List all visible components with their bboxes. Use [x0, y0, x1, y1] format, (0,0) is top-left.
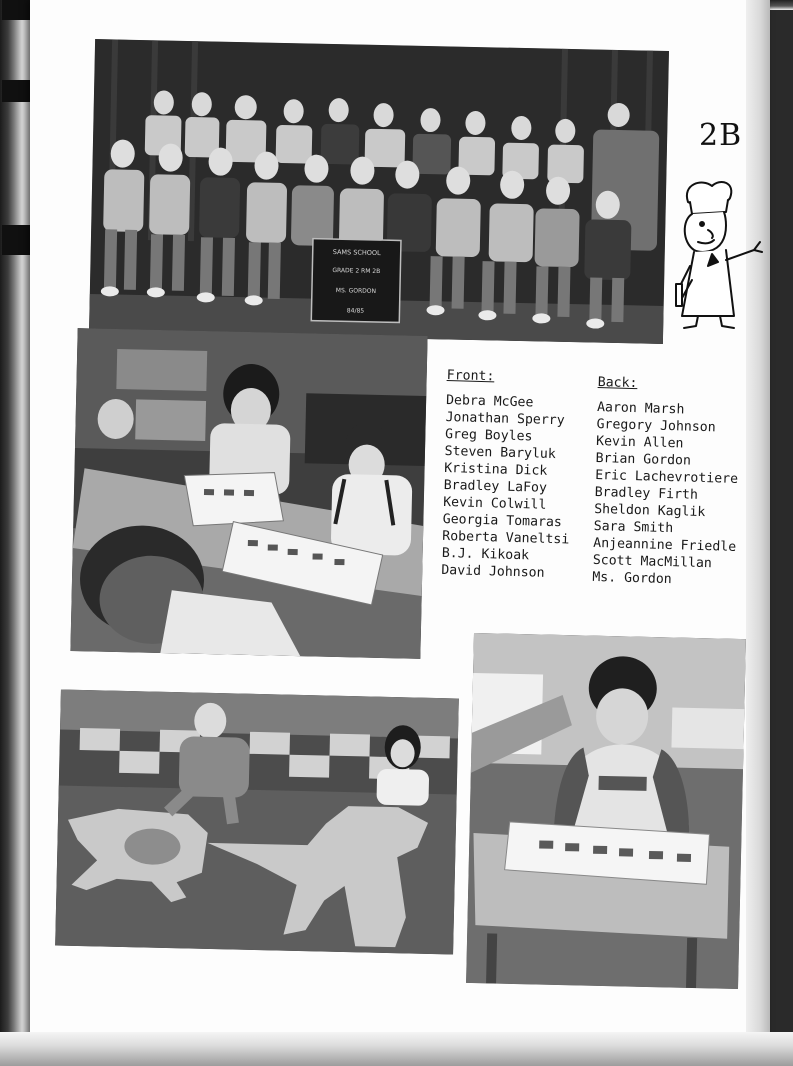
- back-name: Sheldon Kaglik: [594, 501, 706, 521]
- back-name: Bradley Firth: [594, 484, 699, 503]
- front-name: Steven Baryluk: [444, 443, 556, 463]
- classroom-coloring-photo: [70, 328, 427, 659]
- front-name: Kristina Dick: [443, 460, 548, 479]
- front-name: Bradley LaFoy: [443, 477, 548, 496]
- front-heading: Front:: [446, 367, 495, 385]
- back-name: Scott MacMillan: [592, 552, 713, 572]
- class-sign: [311, 239, 401, 323]
- back-name: Anjeannine Friedle: [593, 535, 737, 555]
- front-name: Kevin Colwill: [443, 494, 547, 513]
- scanner-bottom-edge: [0, 1032, 793, 1066]
- chef-cartoon-icon: [668, 176, 774, 332]
- front-name: Debra McGee: [445, 392, 534, 411]
- front-name: Greg Boyles: [444, 426, 533, 445]
- back-name: Gregory Johnson: [596, 416, 716, 436]
- back-name: Aaron Marsh: [596, 399, 685, 418]
- front-name: David Johnson: [441, 562, 545, 581]
- sign-line-2: GRADE 2 RM 2B: [332, 267, 381, 276]
- back-name: Ms. Gordon: [592, 569, 672, 588]
- front-name: Roberta Vaneltsi: [442, 528, 570, 548]
- front-name: Jonathan Sperry: [445, 409, 565, 429]
- class-photo: [89, 39, 669, 344]
- sign-line-1: SAMS SCHOOL: [332, 248, 381, 258]
- page-right-edge: [746, 0, 770, 1066]
- front-name: B.J. Kikoak: [441, 545, 530, 564]
- front-row-names: [441, 367, 574, 582]
- back-name: Kevin Allen: [595, 433, 684, 452]
- front-name: Georgia Tomaras: [442, 511, 562, 531]
- page-label: 2B: [699, 118, 743, 153]
- floor-body-tracing-photo: [55, 690, 459, 955]
- boy-at-desk-photo: [466, 633, 746, 989]
- back-name: Sara Smith: [593, 518, 674, 537]
- back-heading: Back:: [597, 374, 638, 392]
- back-row-names: [592, 374, 741, 590]
- back-name: Eric Lachevrotiere: [594, 467, 739, 487]
- sign-line-3: MS. GORDON: [335, 287, 377, 295]
- back-name: Brian Gordon: [595, 450, 692, 469]
- sign-line-4: 84/85: [346, 307, 365, 315]
